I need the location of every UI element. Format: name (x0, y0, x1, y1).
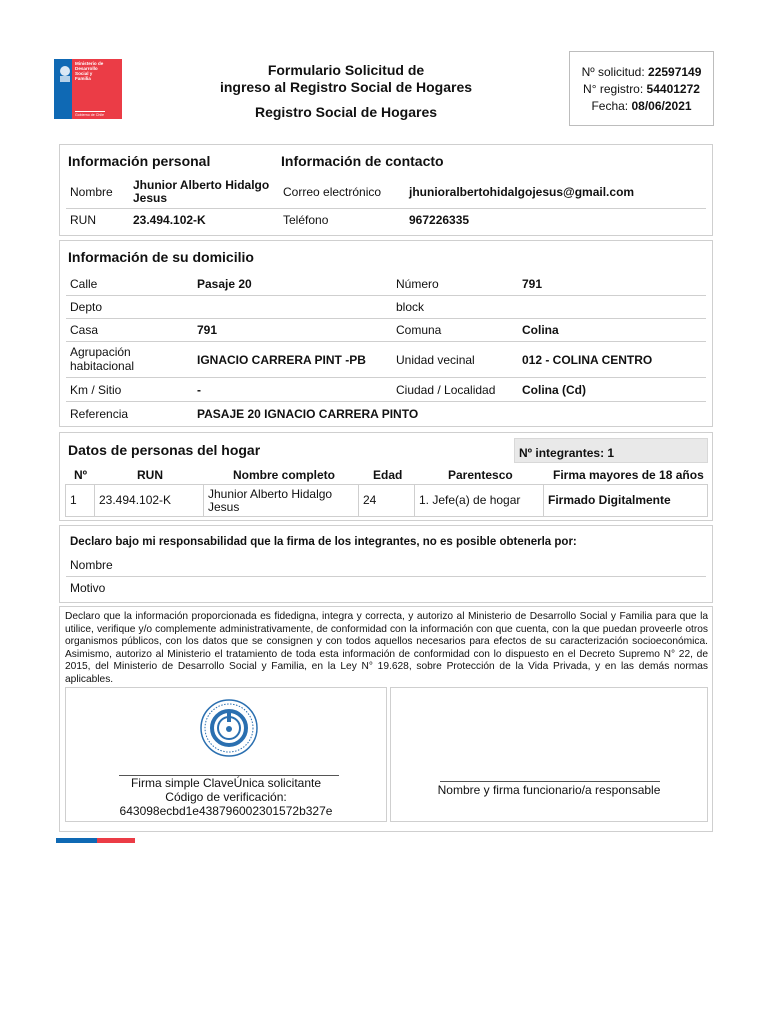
solicitud-value: 22597149 (648, 65, 702, 79)
phone-value: 967226335 (409, 213, 470, 227)
casa-value: 791 (197, 323, 218, 337)
row-n: 1 (65, 484, 95, 517)
numero-label: Número (396, 277, 439, 291)
personal-info-panel (59, 144, 713, 236)
nombre-value: Jhunior Alberto Hidalgo Jesus (133, 178, 270, 205)
household-panel (59, 432, 713, 521)
row-parentesco: 1. Jefe(a) de hogar (414, 484, 544, 517)
col-header-run: RUN (137, 468, 163, 482)
row-edad: 24 (358, 484, 415, 517)
divider (66, 341, 706, 342)
form-title-line2: ingreso al Registro Social de Hogares (219, 79, 473, 95)
footer-red-bar (97, 838, 135, 843)
household-title: Datos de personas del hogar (68, 442, 261, 458)
unidad-label: Unidad vecinal (396, 353, 475, 367)
members-count: Nº integrantes: 1 (514, 438, 708, 463)
applicant-signature-box (65, 687, 387, 822)
unidad-value: 012 - COLINA CENTRO (522, 353, 653, 367)
form-subtitle: Registro Social de Hogares (254, 104, 438, 120)
registro-value: 54401272 (646, 82, 700, 96)
official-signature-text: Nombre y firma funcionario/a responsable (437, 783, 661, 797)
referencia-label: Referencia (70, 407, 129, 421)
col-header-parentesco: Parentesco (448, 468, 513, 482)
col-header-firma: Firma mayores de 18 años (553, 468, 704, 482)
address-title: Información de su domicilio (68, 249, 254, 265)
col-header-edad: Edad (373, 468, 403, 482)
declaro-title: Declaro bajo mi responsabilidad que la firma de los integrantes, no es posible obtenerla por: (70, 536, 577, 548)
depto-label: Depto (70, 300, 103, 314)
numero-value: 791 (522, 277, 543, 291)
svg-text:Ministerio de: Ministerio de (75, 61, 104, 66)
sig-left-line2: Código de verificación: (165, 790, 287, 804)
form-title (190, 62, 502, 96)
email-value: jhunioralbertohidalgojesus@gmail.com (409, 185, 635, 199)
km-value: - (197, 383, 201, 397)
referencia-value: PASAJE 20 IGNACIO CARRERA PINTO (197, 407, 419, 421)
km-label: Km / Sitio (70, 383, 122, 397)
comuna-label: Comuna (396, 323, 442, 337)
svg-text:Gobierno de Chile: Gobierno de Chile (75, 113, 104, 117)
row-run: 23.494.102-K (94, 484, 204, 517)
ministry-logo (54, 59, 122, 119)
declaration-impossibility-panel (59, 525, 713, 603)
fecha-value: 08/06/2021 (631, 99, 692, 113)
contact-info-title: Información de contacto (281, 153, 444, 169)
form-title-line1: Formulario Solicitud de (267, 62, 425, 78)
calle-value: Pasaje 20 (197, 277, 252, 291)
divider (66, 318, 706, 319)
row-firma: Firmado Digitalmente (543, 484, 708, 517)
registro-line (570, 81, 713, 98)
solicitud-label: Nº solicitud: (581, 65, 645, 79)
block-label: block (396, 300, 425, 314)
footer-blue-bar (56, 838, 97, 843)
run-value: 23.494.102-K (133, 213, 206, 227)
divider (66, 377, 706, 378)
claveunica-seal-icon (199, 698, 259, 758)
nombre-label: Nombre (70, 185, 113, 199)
col-header-n: Nº (74, 468, 88, 482)
divider (66, 208, 706, 209)
ciudad-label: Ciudad / Localidad (396, 383, 496, 397)
declaration-text: Declaro que la información proporcionada es fidedigna, integra y correcta, y autorizo al Ministerio de Desarrollo Social y Familia para que la utilice, verifique y/o complemente administrativamente, de conformidad con la información con que cuenta, con la que puedan proveerle otros organismos públicos, con los datos que se consignen y con todos aquellos necesarios para efectos de su caracterización socioeconómica. Asimismo, autorizo al Ministerio el tratamiento de toda esta información de conformidad con lo dispuesto en el Decreto Supremo N° 22, de 2015, del Ministerio de Desarrollo Social y Familia, en la Ley N° 19.628, sobre Protección de la Vida Privada, y en las demás normas aplicables. (65, 611, 708, 685)
agrupacion-label: Agrupación habitacional (70, 345, 135, 373)
address-panel (59, 240, 713, 427)
registro-label: N° registro: (583, 82, 644, 96)
phone-label: Teléfono (283, 213, 329, 227)
fecha-label: Fecha: (591, 99, 629, 113)
request-id-box (569, 51, 714, 126)
fecha-line (570, 98, 713, 115)
verification-code: 643098ecbd1e438796002301572b327e (119, 804, 333, 818)
sig-left-line1: Firma simple ClaveÚnica solicitante (130, 776, 322, 790)
svg-text:Social y: Social y (75, 71, 93, 76)
svg-text:Familia: Familia (75, 76, 91, 81)
svg-text:Desarrollo: Desarrollo (75, 66, 98, 71)
legal-declaration-panel (59, 606, 713, 832)
signature-line (440, 781, 660, 782)
ciudad-value: Colina (Cd) (522, 383, 586, 397)
divider (66, 295, 706, 296)
divider (66, 576, 706, 577)
applicant-signature-text (66, 776, 386, 818)
email-label: Correo electrónico (283, 185, 382, 199)
row-nombre: Jhunior Alberto Hidalgo Jesus (203, 484, 359, 517)
run-label: RUN (70, 213, 96, 227)
declaro-motivo-label: Motivo (70, 581, 106, 595)
personal-info-title: Información personal (68, 153, 211, 169)
casa-label: Casa (70, 323, 99, 337)
comuna-value: Colina (522, 323, 559, 337)
divider (66, 401, 706, 402)
agrupacion-value: IGNACIO CARRERA PINT -PB (197, 353, 366, 367)
official-signature-box (390, 687, 708, 822)
solicitud-line (570, 64, 713, 81)
declaro-nombre-label: Nombre (70, 558, 113, 572)
calle-label: Calle (70, 277, 98, 291)
col-header-nombre: Nombre completo (233, 468, 336, 482)
